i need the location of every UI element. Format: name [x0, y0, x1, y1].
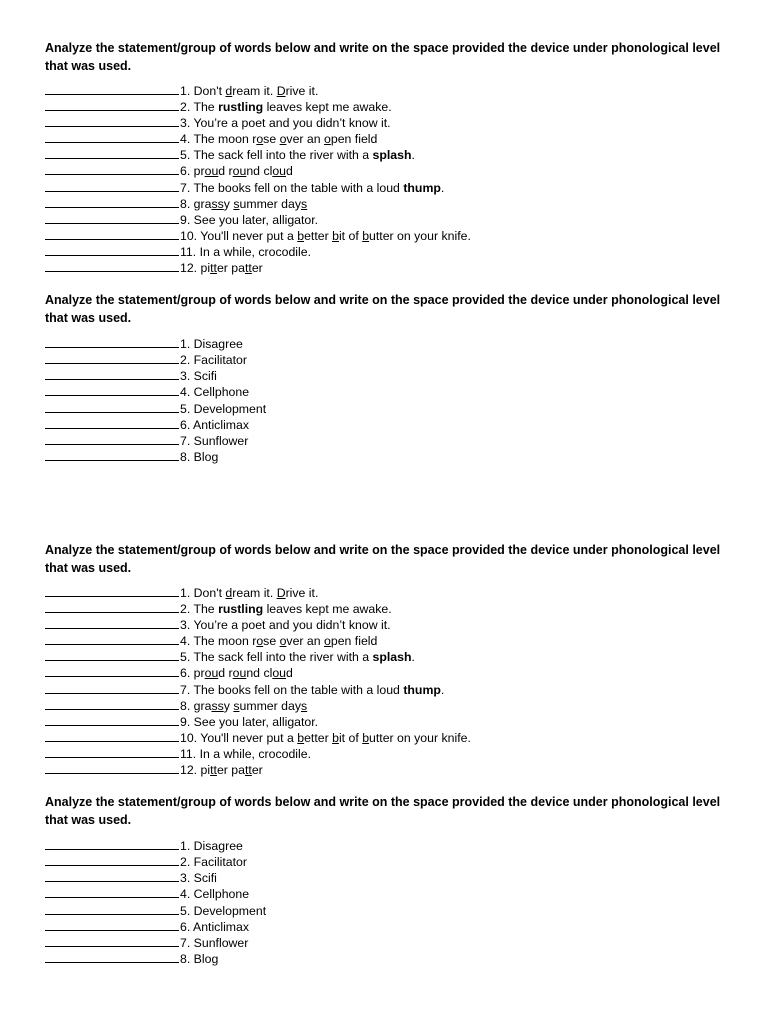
underlined-text: s	[233, 698, 240, 713]
statement-list	[45, 585, 725, 778]
underlined-text: b	[297, 730, 305, 745]
underlined-text: o	[256, 634, 264, 649]
text-segment: 8. gra	[180, 196, 212, 211]
item-text: 4. Cellphone	[180, 385, 250, 400]
underlined-text: b	[332, 730, 339, 745]
answer-blank[interactable]	[45, 601, 179, 613]
item-text	[180, 666, 293, 680]
underlined-text: ou	[204, 164, 219, 179]
underlined-text: b	[362, 228, 370, 243]
text-segment: 1. Don't	[180, 84, 226, 98]
list-item	[45, 617, 725, 633]
item-text	[180, 197, 307, 211]
text-segment: 1. Don't	[180, 586, 226, 600]
text-segment: y	[223, 698, 234, 713]
text-segment: er	[251, 763, 263, 778]
text-segment: it of	[338, 730, 363, 745]
text-segment: d r	[218, 164, 233, 179]
text-segment: leaves kept me awake.	[263, 602, 392, 617]
answer-blank[interactable]	[45, 244, 179, 256]
text-segment: d	[286, 666, 293, 681]
answer-blank[interactable]	[45, 649, 179, 661]
item-text	[180, 164, 293, 178]
item-text	[180, 84, 318, 98]
underlined-text: b	[362, 730, 370, 745]
bold-text: thump	[403, 180, 441, 195]
answer-blank[interactable]	[45, 83, 179, 95]
list-item	[45, 730, 725, 746]
answer-blank[interactable]	[45, 449, 179, 461]
text-segment: .	[440, 180, 445, 195]
list-item	[45, 147, 725, 163]
answer-blank[interactable]	[45, 433, 179, 445]
answer-blank[interactable]	[45, 617, 179, 629]
answer-blank[interactable]	[45, 163, 179, 175]
underlined-text: b	[297, 228, 305, 243]
item-text: 6. Anticlimax	[180, 919, 250, 934]
underlined-text: o	[279, 634, 287, 649]
text-segment: 2. The	[180, 100, 219, 115]
list-item	[45, 746, 725, 762]
answer-blank[interactable]	[45, 384, 179, 396]
list-item	[45, 951, 725, 967]
item-text: 5. Development	[180, 401, 267, 416]
list-item	[45, 633, 725, 649]
instruction-heading: Analyze the statement/group of words below and write on the space provided the device under phonological level that was used.	[45, 795, 721, 827]
text-segment: nd cl	[246, 666, 273, 681]
underlined-text: s	[301, 196, 308, 211]
underlined-text: d	[225, 586, 233, 600]
list-item	[45, 83, 725, 99]
answer-blank[interactable]	[45, 131, 179, 143]
text-segment: 3. You’re a poet and you didn’t know it.	[180, 116, 391, 131]
text-segment: .	[411, 148, 415, 163]
underlined-text: tt	[244, 261, 252, 276]
item-text: 1. Disagree	[180, 337, 243, 352]
underlined-text: tt	[210, 261, 217, 276]
list-item	[45, 433, 725, 449]
text-segment: 4. The moon r	[180, 634, 257, 649]
item-text: 7. Sunflower	[180, 433, 249, 448]
answer-blank[interactable]	[45, 196, 179, 208]
instruction-heading: Analyze the statement/group of words below and write on the space provided the device under phonological level that was used.	[45, 293, 721, 325]
list-item	[45, 919, 725, 935]
answer-blank[interactable]	[45, 838, 179, 850]
item-text	[180, 715, 318, 729]
item-text	[180, 213, 318, 227]
text-segment: 6. pr	[180, 164, 205, 179]
list-item	[45, 762, 725, 778]
item-text: 8. Blog	[180, 951, 219, 966]
list-item	[45, 649, 725, 665]
answer-blank[interactable]	[45, 115, 179, 127]
list-item	[45, 99, 725, 115]
text-segment: ver an	[286, 132, 325, 147]
item-text: 2. Facilitator	[180, 855, 247, 870]
item-text	[180, 683, 444, 697]
item-text	[180, 261, 263, 275]
answer-blank[interactable]	[45, 368, 179, 380]
underlined-text: o	[324, 132, 331, 147]
text-segment: se	[263, 132, 280, 147]
text-segment: ver an	[286, 634, 325, 649]
answer-blank[interactable]	[45, 352, 179, 364]
underlined-text: ss	[211, 196, 224, 211]
item-text: 2. Facilitator	[180, 353, 247, 368]
text-segment: ummer day	[239, 698, 301, 713]
bold-text: thump	[403, 682, 441, 697]
item-text	[180, 132, 377, 146]
answer-blank[interactable]	[45, 730, 179, 742]
list-item	[45, 228, 725, 244]
text-segment: 10. You'll never put a	[180, 730, 298, 745]
list-item	[45, 163, 725, 179]
text-segment: y	[223, 196, 234, 211]
list-item	[45, 260, 725, 276]
list-item	[45, 585, 725, 601]
list-item	[45, 903, 725, 919]
list-item	[45, 665, 725, 681]
bold-text: rustling	[218, 100, 264, 115]
text-segment: ream it.	[232, 586, 277, 600]
list-item	[45, 886, 725, 902]
item-text	[180, 229, 471, 243]
answer-blank[interactable]	[45, 951, 179, 963]
text-segment: it of	[338, 228, 363, 243]
answer-blank[interactable]	[45, 714, 179, 726]
answer-blank[interactable]	[45, 99, 179, 111]
answer-blank[interactable]	[45, 746, 179, 758]
item-text	[180, 699, 307, 713]
text-segment: leaves kept me awake.	[263, 100, 392, 115]
text-segment: se	[263, 634, 280, 649]
text-segment: 8. gra	[180, 698, 212, 713]
list-item	[45, 180, 725, 196]
item-text: 4. Cellphone	[180, 887, 250, 902]
underlined-text: ou	[232, 164, 247, 179]
item-text	[180, 181, 444, 195]
underlined-text: ou	[272, 164, 287, 179]
item-text: 3. Scifi	[180, 871, 217, 886]
list-item	[45, 196, 725, 212]
underlined-text: ss	[211, 698, 224, 713]
answer-blank[interactable]	[45, 633, 179, 645]
text-segment: ream it.	[232, 84, 277, 98]
underlined-text: ou	[204, 666, 219, 681]
list-item	[45, 854, 725, 870]
text-segment: 11. In a while, crocodile.	[180, 244, 312, 259]
worksheet-top	[45, 40, 725, 465]
text-segment: 2. The	[180, 602, 219, 617]
text-segment: rive it.	[285, 586, 319, 600]
text-segment: 7. The books fell on the table with a loud	[180, 180, 404, 195]
answer-blank[interactable]	[45, 336, 179, 348]
word-list	[45, 838, 725, 967]
list-item	[45, 417, 725, 433]
list-item	[45, 698, 725, 714]
list-item	[45, 244, 725, 260]
text-segment: 6. pr	[180, 666, 205, 681]
item-text	[180, 100, 392, 114]
text-segment: etter	[304, 228, 333, 243]
item-text: 1. Disagree	[180, 839, 243, 854]
text-segment: 4. The moon r	[180, 132, 257, 147]
instruction-heading: Analyze the statement/group of words below and write on the space provided the device under phonological level that was used.	[45, 41, 721, 73]
text-segment: pen field	[330, 132, 378, 147]
text-segment: 5. The sack fell into the river with a	[180, 148, 373, 163]
text-segment: 3. You’re a poet and you didn’t know it.	[180, 618, 391, 633]
statement-list	[45, 83, 725, 276]
answer-blank[interactable]	[45, 260, 179, 272]
text-segment: utter on your knife.	[369, 228, 471, 243]
text-segment: ummer day	[239, 196, 301, 211]
item-text: 5. Development	[180, 903, 267, 918]
underlined-text: o	[256, 132, 264, 147]
list-item	[45, 870, 725, 886]
list-item	[45, 401, 725, 417]
answer-blank[interactable]	[45, 854, 179, 866]
answer-blank[interactable]	[45, 682, 179, 694]
item-text	[180, 634, 377, 648]
answer-blank[interactable]	[45, 401, 179, 413]
item-text: 8. Blog	[180, 449, 219, 464]
list-item	[45, 212, 725, 228]
worksheet-bottom	[45, 542, 725, 967]
text-segment: d	[286, 164, 293, 179]
answer-blank[interactable]	[45, 870, 179, 882]
text-segment: pen field	[330, 634, 378, 649]
answer-blank[interactable]	[45, 228, 179, 240]
answer-blank[interactable]	[45, 147, 179, 159]
item-text	[180, 116, 391, 130]
answer-blank[interactable]	[45, 762, 179, 774]
word-list	[45, 336, 725, 465]
underlined-text: ou	[272, 666, 287, 681]
bold-text: splash	[372, 650, 412, 665]
text-segment: .	[440, 682, 445, 697]
list-item	[45, 131, 725, 147]
answer-blank[interactable]	[45, 903, 179, 915]
text-segment: 9. See you later, alligator.	[180, 212, 319, 227]
list-item	[45, 384, 725, 400]
item-text	[180, 618, 391, 632]
answer-blank[interactable]	[45, 698, 179, 710]
underlined-text: D	[276, 586, 286, 600]
item-text	[180, 245, 311, 259]
answer-blank[interactable]	[45, 665, 179, 677]
list-item	[45, 449, 725, 465]
list-item	[45, 115, 725, 131]
underlined-text: tt	[244, 763, 252, 778]
text-segment: 7. The books fell on the table with a loud	[180, 682, 404, 697]
underlined-text: ou	[232, 666, 247, 681]
answer-blank[interactable]	[45, 180, 179, 192]
text-segment: 11. In a while, crocodile.	[180, 746, 312, 761]
answer-blank[interactable]	[45, 212, 179, 224]
instruction-heading: Analyze the statement/group of words below and write on the space provided the device under phonological level that was used.	[45, 543, 721, 575]
underlined-text: b	[332, 228, 339, 243]
item-text	[180, 148, 415, 162]
text-segment: 5. The sack fell into the river with a	[180, 650, 373, 665]
item-text	[180, 650, 415, 664]
answer-blank[interactable]	[45, 585, 179, 597]
text-segment: 12. pi	[180, 763, 211, 778]
item-text: 6. Anticlimax	[180, 417, 250, 432]
text-segment: utter on your knife.	[369, 730, 471, 745]
answer-blank[interactable]	[45, 935, 179, 947]
text-segment: er	[251, 261, 263, 276]
underlined-text: s	[233, 196, 240, 211]
item-text	[180, 763, 263, 777]
text-segment: .	[411, 650, 415, 665]
underlined-text: s	[301, 698, 308, 713]
item-text	[180, 602, 392, 616]
item-text: 7. Sunflower	[180, 935, 249, 950]
answer-blank[interactable]	[45, 417, 179, 429]
text-segment: er pa	[216, 763, 245, 778]
list-item	[45, 352, 725, 368]
list-item	[45, 838, 725, 854]
list-item	[45, 935, 725, 951]
underlined-text: d	[225, 84, 233, 98]
bold-text: rustling	[218, 602, 264, 617]
bold-text: splash	[372, 148, 412, 163]
text-segment: er pa	[216, 261, 245, 276]
text-segment: 9. See you later, alligator.	[180, 714, 319, 729]
text-segment: rive it.	[285, 84, 319, 98]
item-text	[180, 731, 471, 745]
underlined-text: o	[324, 634, 331, 649]
item-text	[180, 747, 311, 761]
list-item	[45, 682, 725, 698]
answer-blank[interactable]	[45, 886, 179, 898]
item-text: 3. Scifi	[180, 369, 217, 384]
list-item	[45, 601, 725, 617]
list-item	[45, 336, 725, 352]
text-segment: 12. pi	[180, 261, 211, 276]
underlined-text: D	[276, 84, 286, 98]
underlined-text: tt	[210, 763, 217, 778]
text-segment: 10. You'll never put a	[180, 228, 298, 243]
text-segment: etter	[304, 730, 333, 745]
text-segment: d r	[218, 666, 233, 681]
list-item	[45, 368, 725, 384]
underlined-text: o	[279, 132, 287, 147]
text-segment: nd cl	[246, 164, 273, 179]
answer-blank[interactable]	[45, 919, 179, 931]
item-text	[180, 586, 318, 600]
list-item	[45, 714, 725, 730]
